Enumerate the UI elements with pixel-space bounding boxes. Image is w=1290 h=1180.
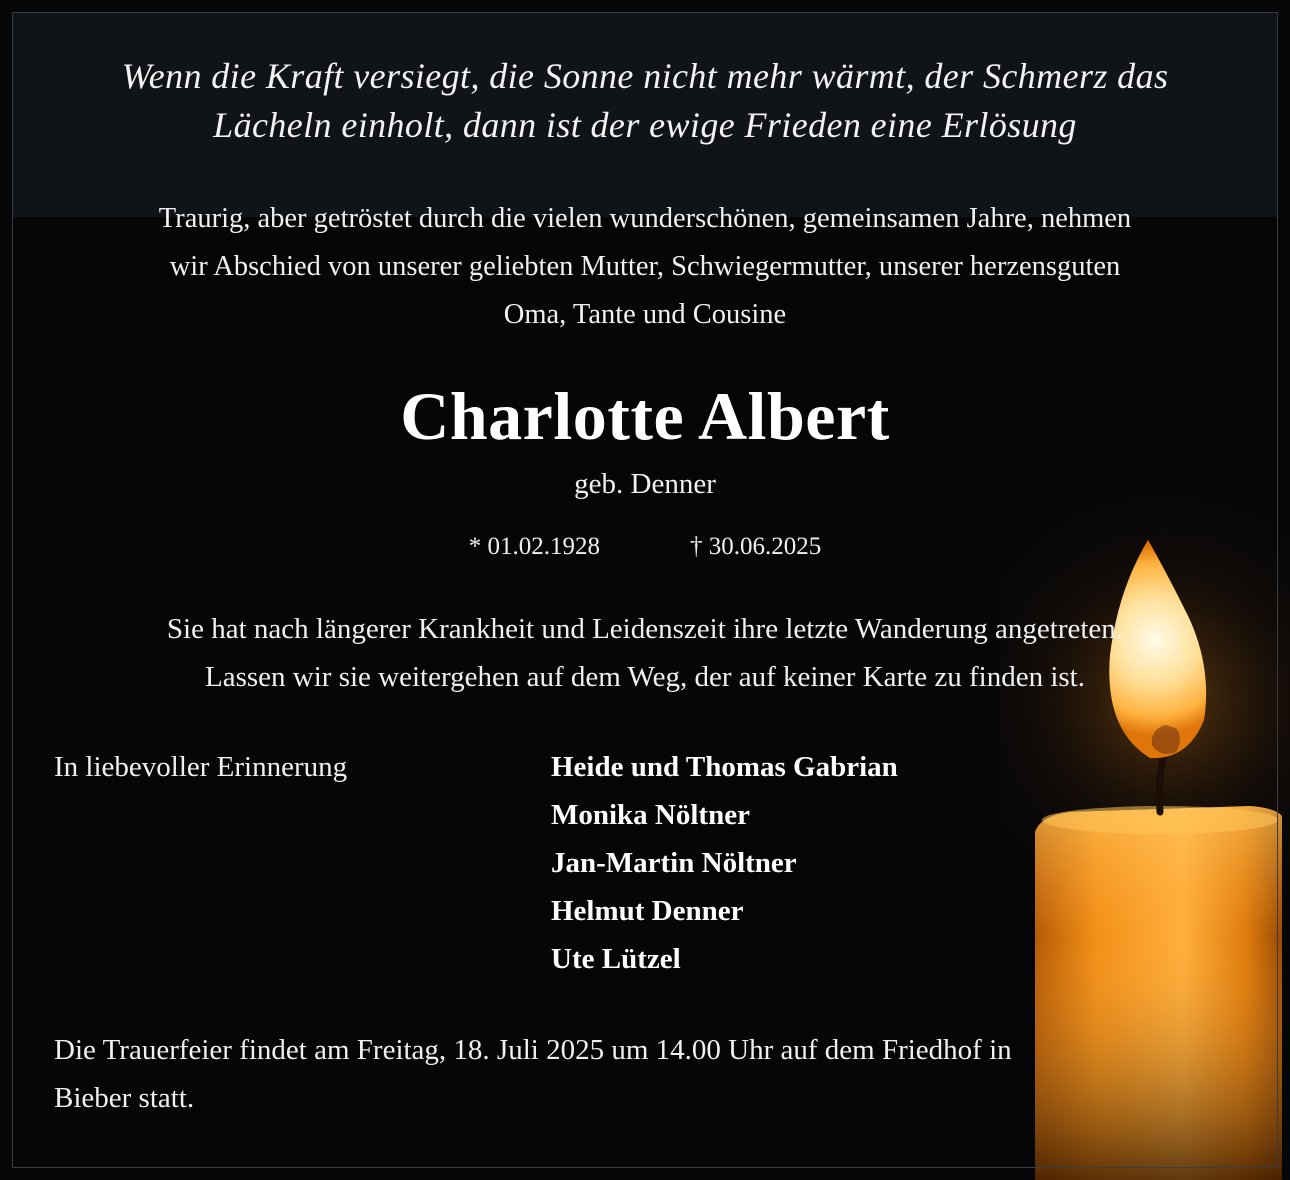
farewell-line: Lassen wir sie weitergehen auf dem Weg, der auf keiner Karte zu finden ist. [205, 661, 1085, 693]
funeral-line: Bieber statt. [54, 1082, 195, 1114]
mourner-name: Jan-Martin Nöltner [551, 847, 797, 879]
birth-date: * 01.02.1928 [468, 533, 600, 560]
mourner-name: Helmut Denner [551, 895, 744, 927]
memory-label: In liebevoller Erinnerung [54, 751, 348, 783]
life-dates [0, 529, 1290, 565]
funeral-line: Die Trauerfeier findet am Freitag, 18. Juli 2025 um 14.00 Uhr auf dem Friedhof in [54, 1034, 1012, 1066]
farewell-text [40, 605, 1250, 701]
farewell-line: Sie hat nach längerer Krankheit und Leidenszeit ihre letzte Wanderung angetreten. [166, 613, 1124, 645]
death-date: † 30.06.2025 [690, 533, 822, 560]
mourner-name: Ute Lützel [551, 943, 681, 975]
motto-line: Lächeln einholt, dann ist der ewige Frieden eine Erlösung [213, 105, 1077, 145]
mourner-name: Heide und Thomas Gabrian [551, 751, 898, 783]
intro-line: Oma, Tante und Cousine [503, 299, 787, 330]
funeral-notice [54, 1026, 1174, 1122]
motto-line: Wenn die Kraft versiegt, die Sonne nicht mehr wärmt, der Schmerz das [121, 56, 1169, 96]
mourners-list [551, 743, 898, 983]
mourner-name: Monika Nöltner [551, 799, 750, 831]
intro-line: Traurig, aber getröstet durch die vielen wunderschönen, gemeinsamen Jahre, nehmen [158, 203, 1132, 234]
deceased-name: Charlotte Albert [400, 378, 890, 454]
birth-name: geb. Denner [574, 468, 716, 500]
intro-text [40, 195, 1250, 339]
intro-line: wir Abschied von unserer geliebten Mutter, Schwiegermutter, unserer herzensguten [169, 251, 1121, 282]
motto-quote [30, 52, 1260, 150]
